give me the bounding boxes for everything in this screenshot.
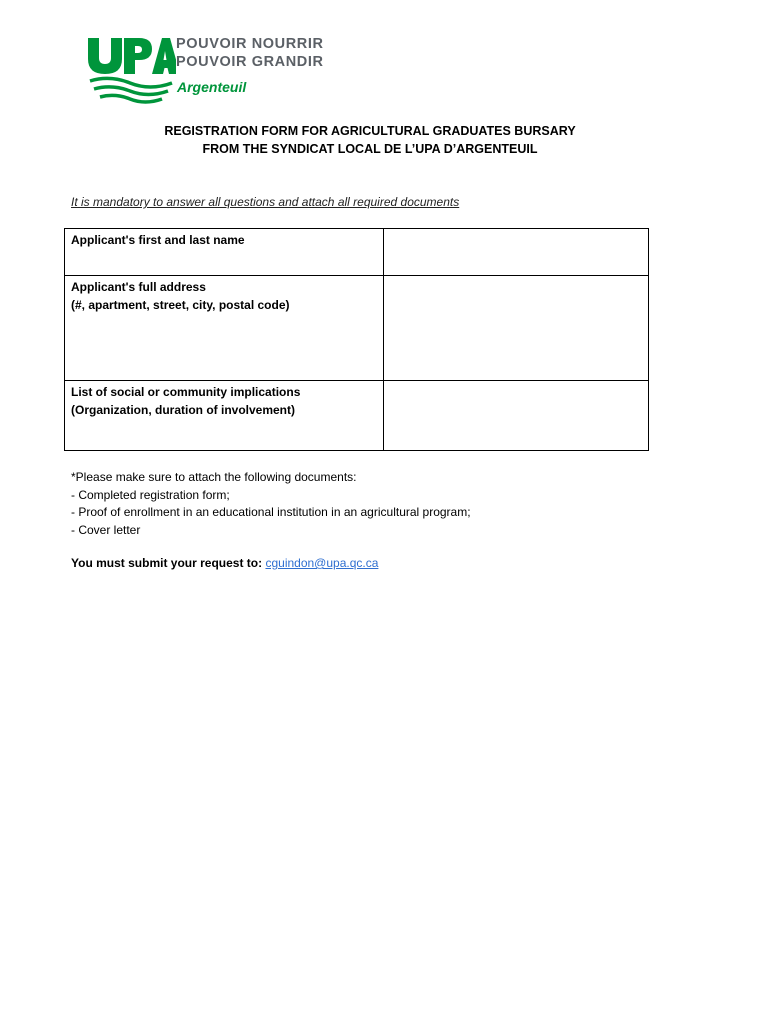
question-cell: [65, 381, 384, 451]
question-label: Applicant's full address: [71, 280, 206, 294]
table-row: [65, 381, 649, 451]
list-item: - Completed registration form;: [71, 487, 230, 502]
question-sublabel: (Organization, duration of involvement): [71, 403, 296, 417]
upa-logo-mark: [86, 34, 176, 104]
submit-label: You must submit your request to:: [71, 556, 263, 570]
email-link[interactable]: cguindon@upa.qc.ca: [265, 556, 379, 570]
question-label: List of social or community implications: [71, 385, 301, 399]
registration-table: [64, 228, 649, 451]
list-item: - Cover letter: [71, 522, 141, 537]
answer-cell-name[interactable]: [384, 229, 649, 276]
tagline-1: POUVOIR NOURRIR: [176, 36, 324, 52]
answer-cell-implications[interactable]: [384, 381, 649, 451]
question-cell: [65, 229, 384, 276]
answer-cell-address[interactable]: [384, 276, 649, 381]
list-item: - Proof of enrollment in an educational institution in an agricultural program;: [71, 505, 471, 519]
question-cell: [65, 276, 384, 381]
tagline-2: POUVOIR GRANDIR: [176, 54, 324, 70]
form-title-line-1: REGISTRATION FORM FOR AGRICULTURAL GRADUATES BURSARY: [164, 124, 576, 138]
mandatory-note: It is mandatory to answer all questions and attach all required documents: [71, 195, 460, 209]
question-label: Applicant's first and last name: [71, 233, 245, 247]
documents-list: [71, 469, 471, 539]
form-title-line-2: FROM THE SYNDICAT LOCAL DE L’UPA D’ARGENTEUIL: [202, 142, 538, 156]
region-name: Argenteuil: [177, 79, 247, 95]
question-sublabel: (#, apartment, street, city, postal code): [71, 298, 290, 312]
table-row: [65, 276, 649, 381]
table-row: [65, 229, 649, 276]
documents-intro: *Please make sure to attach the following documents:: [71, 470, 357, 484]
submit-instructions: [71, 556, 378, 570]
